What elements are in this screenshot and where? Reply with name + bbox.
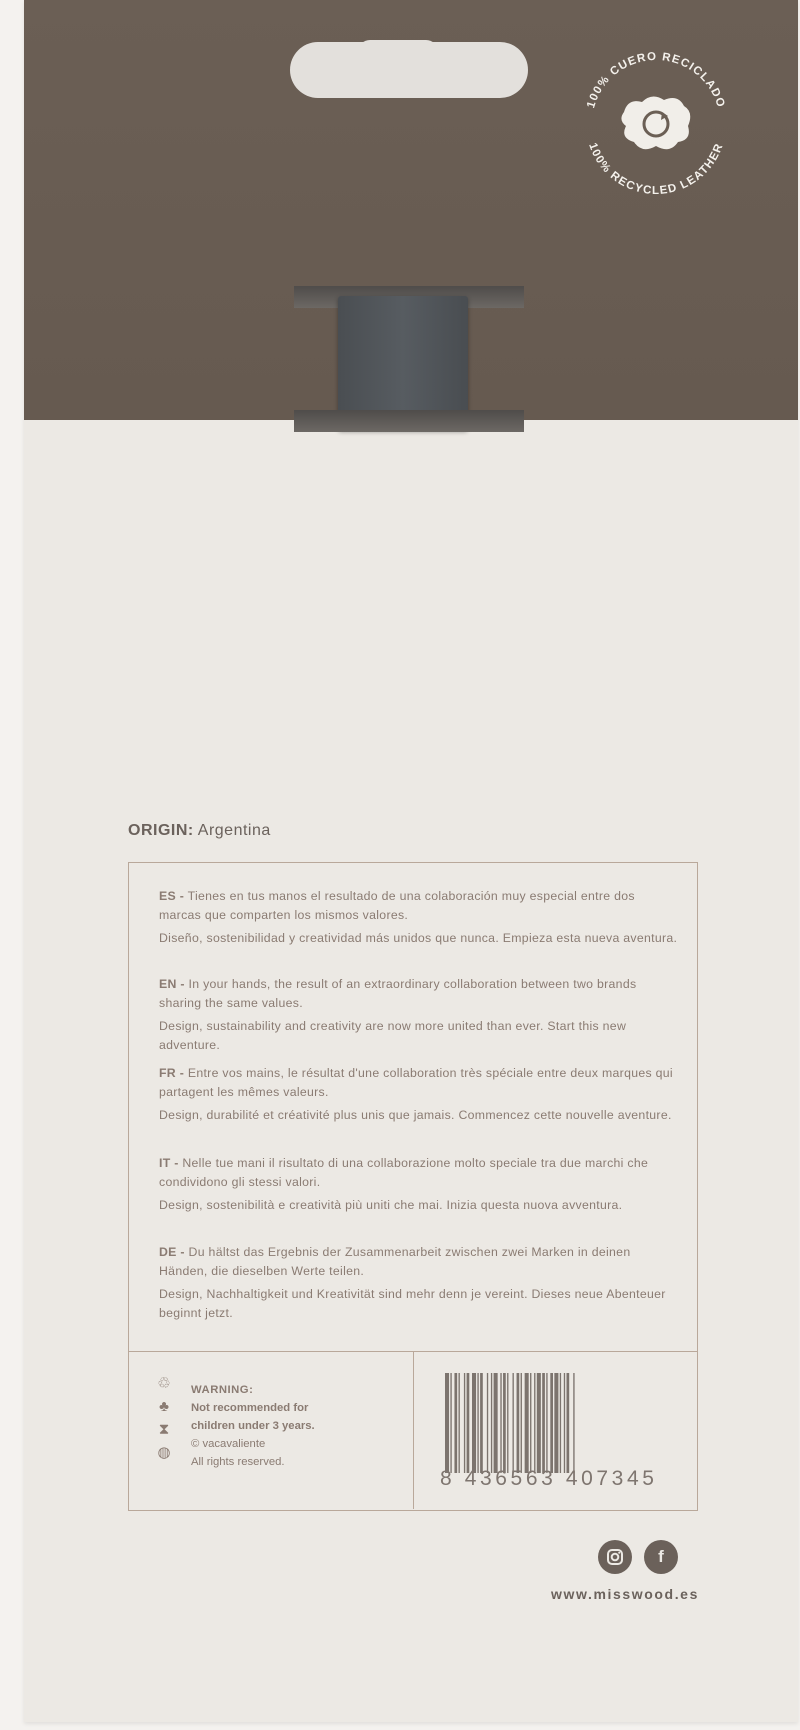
tree-icon: ♣ xyxy=(159,1398,169,1415)
lang-code: ES - xyxy=(159,889,185,903)
social-icons xyxy=(598,1540,678,1574)
barcode-bar xyxy=(491,1373,492,1473)
barcode-bar xyxy=(507,1373,508,1473)
lang-block-de xyxy=(159,1243,679,1323)
barcode-bar xyxy=(503,1373,506,1473)
barcode-bar xyxy=(480,1373,483,1473)
barcode-bar xyxy=(573,1373,574,1473)
barcode-bar xyxy=(477,1373,478,1473)
lang-code: IT - xyxy=(159,1156,179,1170)
barcode-bar xyxy=(517,1373,520,1473)
barcode-bar xyxy=(534,1373,535,1473)
badge-bottom-text: 100% RECYCLED LEATHER xyxy=(586,141,726,198)
barcode-bar xyxy=(513,1373,514,1473)
hang-hole xyxy=(290,42,528,98)
lang-text: Entre vos mains, le résultat d'une collaboration très spéciale entre deux marques qui partagent les mêmes valeurs. xyxy=(159,1066,673,1099)
lang-block-it xyxy=(159,1154,679,1215)
lang-text: Du hältst das Ergebnis der Zusammenarbeit zwischen zwei Marken in deinen Händen, die dieselben Werte teilen. xyxy=(159,1245,631,1278)
barcode-bar xyxy=(542,1373,545,1473)
warning-title: WARNING: xyxy=(191,1384,254,1396)
warning-line: Not recommended for xyxy=(191,1402,309,1414)
instagram-icon[interactable] xyxy=(598,1540,632,1574)
lang-text: Nelle tue mani il risultato di una collaborazione molto speciale tra due marchi che condividono gli stessi valori. xyxy=(159,1156,649,1189)
lang-text: Design, sustainability and creativity are now more united than ever. Start this new adventure. xyxy=(159,1019,627,1052)
warning-text xyxy=(191,1381,401,1471)
barcode-bar xyxy=(454,1373,457,1473)
lang-block-es xyxy=(159,887,679,948)
barcode-bar xyxy=(445,1373,449,1473)
lang-code: DE - xyxy=(159,1245,185,1259)
barcode-bar xyxy=(546,1373,547,1473)
barcode-bar xyxy=(537,1373,541,1473)
multilingual-text-box xyxy=(128,862,698,1352)
lang-text: Design, sostenibilità e creatività più uniti che mai. Inizia questa nuova avventura. xyxy=(159,1198,623,1212)
barcode-bar xyxy=(467,1373,470,1473)
lang-text: Diseño, sostenibilidad y creatividad más unidos que nunca. Empieza esta nueva aventura. xyxy=(159,931,678,945)
badge-top-text: 100% CUERO RECICLADO xyxy=(585,50,727,110)
recycle-icon: ♲ xyxy=(157,1375,171,1392)
origin-label: ORIGIN: xyxy=(128,822,194,839)
recycled-leather-badge xyxy=(566,34,746,214)
origin-line xyxy=(128,822,271,840)
barcode-bar xyxy=(450,1373,451,1473)
copyright-text: © vacavaliente xyxy=(191,1438,266,1450)
lang-text: Design, Nachhaltigkeit und Kreativität sind mehr denn je vereint. Dieses neue Abenteuer beginnt jetzt. xyxy=(159,1287,666,1320)
lang-text: In your hands, the result of an extraordinary collaboration between two brands sharing the same values. xyxy=(159,977,637,1010)
clip-bottom xyxy=(294,410,524,432)
warning-line: children under 3 years. xyxy=(191,1420,315,1432)
barcode-bar xyxy=(530,1373,531,1473)
barcode-bar xyxy=(459,1373,460,1473)
barcode-bar xyxy=(550,1373,553,1473)
origin-value: Argentina xyxy=(197,822,271,839)
lower-info-box xyxy=(128,1351,698,1511)
barcode-bar xyxy=(521,1373,522,1473)
website-link[interactable]: www.misswood.es xyxy=(551,1586,699,1602)
lang-code: EN - xyxy=(159,977,185,991)
globe-icon: ◍ xyxy=(157,1444,171,1461)
leather-recycle-icon xyxy=(621,96,690,149)
barcode-bar xyxy=(464,1373,465,1473)
lang-block-fr xyxy=(159,1064,679,1125)
lang-block-en xyxy=(159,975,679,1055)
barcode-bar xyxy=(567,1373,570,1473)
lang-text: Design, durabilité et créativité plus unis que jamais. Commencez cette nouvelle aventure. xyxy=(159,1108,672,1122)
product-card xyxy=(24,0,798,1722)
barcode-bar xyxy=(500,1373,501,1473)
rights-text: All rights reserved. xyxy=(191,1456,285,1468)
lower-divider xyxy=(413,1351,414,1509)
barcode-number: 8 436563 407345 xyxy=(440,1467,658,1490)
facebook-icon[interactable]: f xyxy=(644,1540,678,1574)
barcode-bar xyxy=(560,1373,561,1473)
barcode xyxy=(445,1373,675,1473)
barcode-bar xyxy=(554,1373,558,1473)
barcode-bar xyxy=(487,1373,488,1473)
lang-code: FR - xyxy=(159,1066,185,1080)
barcode-bar xyxy=(494,1373,498,1473)
hourglass-icon: ⧗ xyxy=(158,1421,170,1438)
warning-icons xyxy=(155,1375,177,1462)
barcode-bar xyxy=(525,1373,529,1473)
barcode-bar xyxy=(564,1373,565,1473)
lang-text: Tienes en tus manos el resultado de una colaboración muy especial entre dos marcas que comparten los mismos valores. xyxy=(159,889,635,922)
barcode-bar xyxy=(472,1373,476,1473)
svg-text:100% RECYCLED LEATHER xyxy=(586,141,726,197)
